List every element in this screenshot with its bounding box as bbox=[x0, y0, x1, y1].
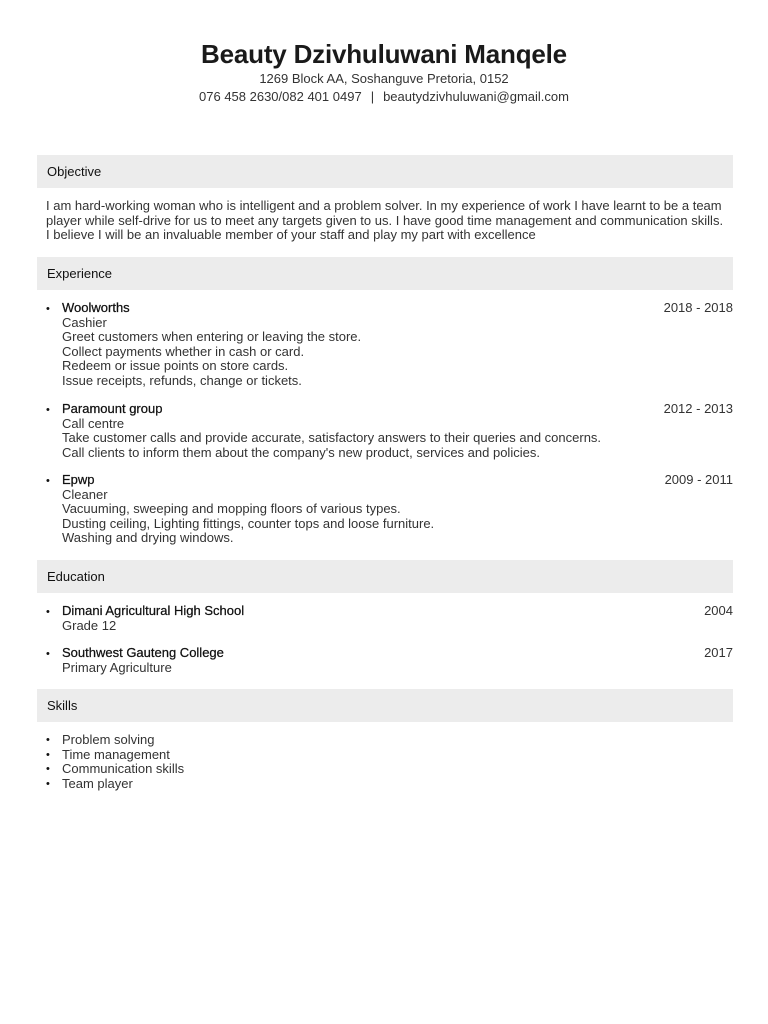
education-entry bbox=[46, 604, 733, 634]
section-heading-skills: Skills bbox=[37, 689, 733, 722]
employment-dates: 2009 - 2011 bbox=[664, 472, 733, 487]
experience-entry bbox=[46, 301, 733, 391]
resume-header bbox=[0, 0, 768, 106]
objective-text: I am hard-working woman who is intelligent and a problem solver. In my experience of work I have learnt to be a team player while self-drive for us to meet any targets given to us. I have good time management and communication skills. I believe I will be an invaluable member of your staff and play my part with excellence bbox=[46, 198, 724, 243]
contact-separator: | bbox=[370, 89, 375, 104]
duty-line: Call clients to inform them about the company's new product, services and policies. bbox=[62, 444, 540, 460]
education-detail: Grade 12 bbox=[62, 617, 117, 633]
bullet bbox=[46, 473, 56, 489]
company-name: Paramount group bbox=[62, 401, 163, 416]
bullet bbox=[46, 646, 56, 662]
education-entry bbox=[46, 646, 733, 676]
employment-dates: 2018 - 2018 bbox=[663, 300, 733, 315]
email: beautydzivhuluwani@gmail.com bbox=[383, 89, 569, 104]
skill-item: • Team player bbox=[46, 777, 184, 792]
experience-entry bbox=[46, 402, 733, 462]
duty-line: Greet customers when entering or leaving the store. bbox=[62, 329, 362, 345]
employment-dates: 2012 - 2013 bbox=[663, 401, 733, 416]
company-name: Epwp bbox=[62, 472, 95, 487]
skill-item: • Communication skills bbox=[46, 762, 184, 777]
job-role: Cleaner bbox=[62, 486, 108, 502]
duty-line: Collect payments whether in cash or card. bbox=[62, 343, 305, 359]
candidate-name: Beauty Dzivhuluwani Manqele bbox=[201, 39, 567, 69]
skill-item: • Problem solving bbox=[46, 733, 184, 748]
section-heading-education: Education bbox=[37, 560, 733, 593]
duty-line: Issue receipts, refunds, change or tickets. bbox=[62, 372, 302, 388]
education-year: 2004 bbox=[704, 603, 733, 618]
bullet bbox=[46, 301, 56, 317]
phone-numbers: 076 458 2630/082 401 0497 bbox=[199, 89, 362, 104]
school-name: Southwest Gauteng College bbox=[62, 645, 224, 660]
duty-line: Vacuuming, sweeping and mopping floors of various types. bbox=[62, 501, 401, 517]
section-heading-objective: Objective bbox=[37, 155, 733, 188]
experience-entry bbox=[46, 473, 733, 548]
education-detail: Primary Agriculture bbox=[62, 659, 172, 675]
skill-item: • Time management bbox=[46, 748, 184, 763]
duty-line: Redeem or issue points on store cards. bbox=[62, 358, 289, 374]
job-role: Call centre bbox=[62, 415, 125, 431]
address: 1269 Block AA, Soshanguve Pretoria, 0152 bbox=[259, 71, 509, 86]
bullet bbox=[46, 604, 56, 620]
job-role: Cashier bbox=[62, 314, 107, 330]
skills-list bbox=[46, 733, 184, 791]
section-heading-experience: Experience bbox=[37, 257, 733, 290]
duty-line: Dusting ceiling, Lighting fittings, counter tops and loose furniture. bbox=[62, 515, 435, 531]
duty-line: Washing and drying windows. bbox=[62, 530, 234, 546]
contact-line bbox=[0, 88, 768, 106]
duty-line: Take customer calls and provide accurate, satisfactory answers to their queries and concerns. bbox=[62, 430, 602, 446]
company-name: Woolworths bbox=[62, 300, 130, 315]
school-name: Dimani Agricultural High School bbox=[62, 603, 245, 618]
bullet bbox=[46, 402, 56, 418]
education-year: 2017 bbox=[704, 645, 733, 660]
